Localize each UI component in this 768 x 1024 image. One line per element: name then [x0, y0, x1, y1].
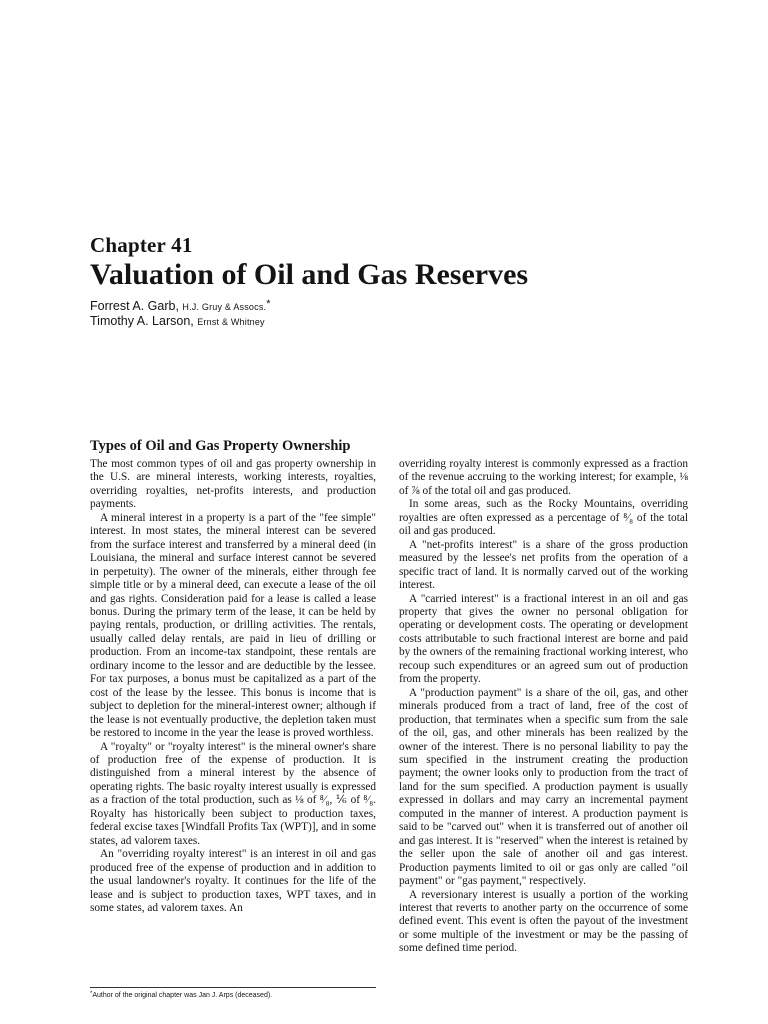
paragraph: A "production payment" is a share of the oil, gas, and other minerals produced from a tract of land, free of the cost of production, that terminates when a specific sum from the sale of the oil, gas, and other minerals has been realized by the owner of the interest. There is no personal liability to pay the sum specified in the instrument creating the production payment; the owner looks only to production from the tract of land for the sum specified. A production payment is usually expressed in dollars and may carry an incremental payment computed in the manner of interest. A production payment is said to be "carved out" when it is transferred out of another oil and gas interest. It is "reserved" when the interest is retained by the seller upon the sale of another oil and gas interest. Production payments limited to oil or gas only are called "oil payment" or "gas payment," respectively. [399, 686, 688, 888]
paragraph: overriding royalty interest is commonly expressed as a fraction of the revenue accruing to the working interest; for example, ⅛ of ⅞ of the total oil and gas produced. [399, 458, 688, 497]
paragraph: A mineral interest in a property is a part of the "fee simple" interest. In most states, the mineral interest can be severed from the surface interest and transferred by a mineral deed (in Louisiana, the mineral and surface interest cannot be severed in perpetuity). The owner of the minerals, either through fee simple title or by a mineral deed, can execute a lease of the oil and gas rights. Consideration paid for a lease is called a lease bonus. During the primary term of the lease, it can be held by paying rentals, production, or drilling activities. The rentals, usually called delay rentals, are paid in lieu of drilling or production. From an income-tax standpoint, these rentals are ordinary income to the lessor and are deductible by the lessee. For tax purposes, a bonus must be capitalized as a part of the cost of the lease by the lessee. This bonus is income that is subject to depletion for the mineral-interest owner; although if the lease is not eventually productive, the depletion taken must be restored to income in the year the lease is proved worthless. [90, 511, 376, 740]
chapter-label: Chapter 41 [90, 233, 193, 257]
paragraph: A "net-profits interest" is a share of the gross production measured by the lessee's net profits from the operation of a specific tract of land. It is normally carved out of the working interest. [399, 538, 688, 592]
author-name: Timothy A. Larson, [90, 314, 194, 328]
author-affiliation: Ernst & Whitney [197, 317, 265, 327]
left-column [90, 458, 376, 915]
author-footnote-mark: * [266, 298, 271, 310]
paragraph: A reversionary interest is usually a portion of the working interest that reverts to another party on the occurrence of some defined event. This event is often the payout of the investment or some multiple of the investment or may be the passing of some defined time period. [399, 888, 688, 955]
author-affiliation: H.J. Gruy & Assocs. [182, 302, 267, 312]
footnote-text: Author of the original chapter was Jan J. Arps (deceased). [92, 992, 273, 999]
paragraph: The most common types of oil and gas property ownership in the U.S. are mineral interests, working interests, royalties, overriding royalties, net-profits interests, and production payments. [90, 458, 376, 511]
paragraph: In some areas, such as the Rocky Mountains, overriding royalties are often expressed as a percentage of ⁸⁄₈ of the total oil and gas produced. [399, 498, 688, 538]
author-name: Forrest A. Garb, [90, 299, 179, 313]
section-heading: Types of Oil and Gas Property Ownership [90, 438, 351, 454]
paragraph: An "overriding royalty interest" is an interest in oil and gas produced free of the expense of production and in addition to the usual landowner's royalty. It continues for the life of the lease and is subject to production taxes, WPT taxes, and in some states, ad valorem taxes. An [90, 848, 376, 914]
right-column [399, 458, 688, 956]
footnote-divider [90, 987, 376, 988]
author-list [90, 297, 271, 329]
paragraph: A "royalty" or "royalty interest" is the mineral owner's share of production free of the expense of production. It is distinguished from a mineral interest by the absence of operating rights. The basic royalty interest usually is expressed as a fraction of the total production, such as ⅛ of ⁸⁄₈, ⅙ of ⁸⁄₈. Royalty has historically been subject to production taxes, federal excise taxes [Windfall Profits Tax (WPT)], and in some states, ad valorem taxes. [90, 740, 376, 847]
footnote-mark: * [90, 991, 93, 997]
author-1 [90, 297, 271, 314]
footnote [90, 991, 272, 999]
paragraph: A "carried interest" is a fractional interest in an oil and gas property that gives the owner no personal obligation for operating or development costs. The operating or development costs attributable to such fractional interest are borne and paid by the owners of the remaining fractional working interest, who recoup such expenditures or an agreed sum out of production from the property. [399, 592, 688, 686]
author-2 [90, 314, 271, 329]
chapter-title: Valuation of Oil and Gas Reserves [90, 258, 529, 291]
